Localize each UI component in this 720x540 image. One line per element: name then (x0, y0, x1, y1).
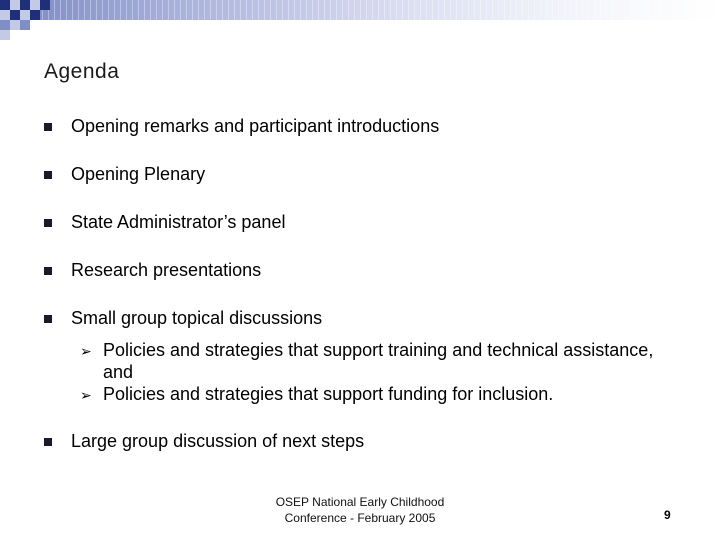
footer-line: Conference - February 2005 (284, 511, 436, 525)
footer-line: OSEP National Early Childhood (275, 495, 445, 509)
square-bullet-icon (44, 123, 52, 131)
agenda-sub-item-text: Policies and strategies that support funding for inclusion. (103, 384, 554, 404)
agenda-item-text: State Administrator’s panel (71, 212, 286, 232)
header-stripe-pattern (0, 0, 720, 20)
square-bullet-icon (44, 219, 52, 227)
agenda-item-text: Research presentations (71, 260, 262, 280)
square-bullet-icon (44, 171, 52, 179)
square-bullet-icon (44, 315, 52, 323)
square-bullet-icon (44, 438, 52, 446)
agenda-sub-item-text: Policies and strategies that support training and technical assistance, and (103, 340, 654, 382)
arrow-bullet-icon: ➢ (80, 343, 92, 359)
agenda-item-text: Small group topical discussions (71, 308, 323, 328)
agenda-item-text: Opening Plenary (71, 164, 206, 184)
arrow-bullet-icon: ➢ (80, 387, 92, 403)
page-number: 9 (664, 508, 671, 522)
square-bullet-icon (44, 267, 52, 275)
slide-footer (240, 494, 480, 526)
agenda-item-text: Opening remarks and participant introductions (71, 116, 440, 136)
slide-title: Agenda (44, 60, 120, 83)
agenda-item-text: Large group discussion of next steps (71, 431, 365, 451)
